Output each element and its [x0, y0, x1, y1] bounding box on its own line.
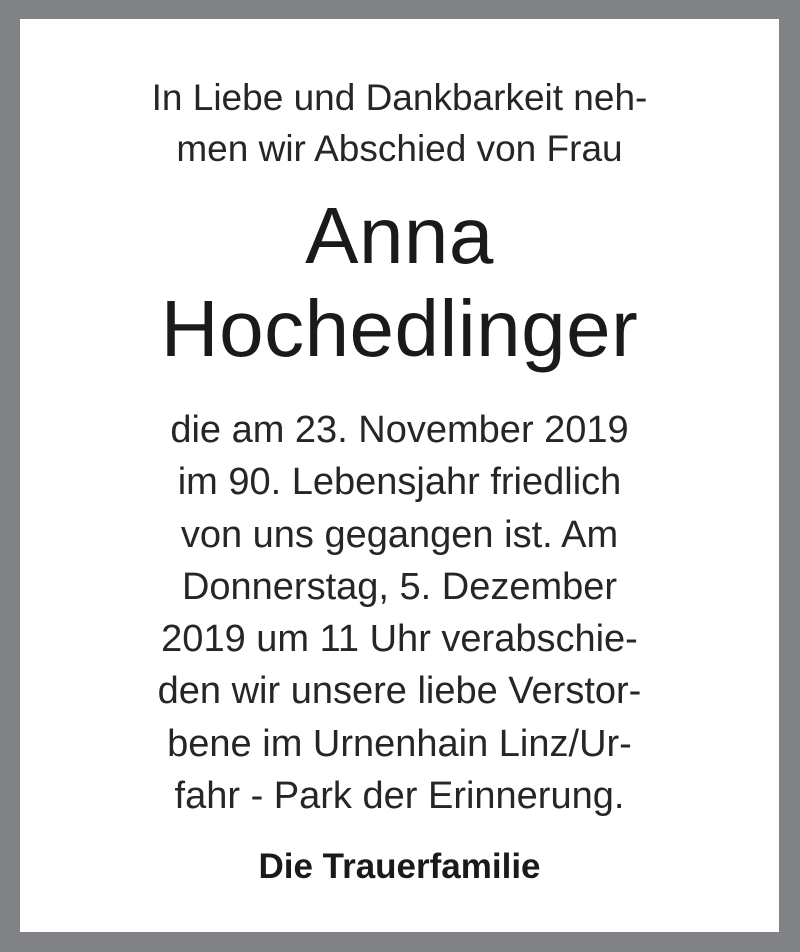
deceased-last-name: Hochedlinger [160, 284, 639, 373]
body-line-8: fahr - Park der Erinnerung. [174, 775, 625, 817]
body-line-3: von uns gegangen ist. Am [180, 514, 619, 556]
body-line-6: den wir unsere liebe Verstor- [157, 670, 642, 712]
body-line-5: 2019 um 11 Uhr verabschie- [161, 618, 638, 660]
body-line-7: bene im Urnenhain Linz/Ur- [167, 723, 632, 765]
body-line-2: im 90. Lebensjahr friedlich [177, 461, 622, 503]
body-line-4: Donnerstag, 5. Dezember [181, 566, 618, 608]
intro-line-1: In Liebe und Dankbarkeit neh- [151, 77, 648, 118]
deceased-first-name: Anna [305, 191, 494, 280]
signature: Die Trauerfamilie [258, 847, 541, 886]
intro-line-2: men wir Abschied von Frau [176, 128, 623, 169]
body-line-1: die am 23. November 2019 [170, 409, 629, 451]
obituary-notice [20, 19, 779, 932]
